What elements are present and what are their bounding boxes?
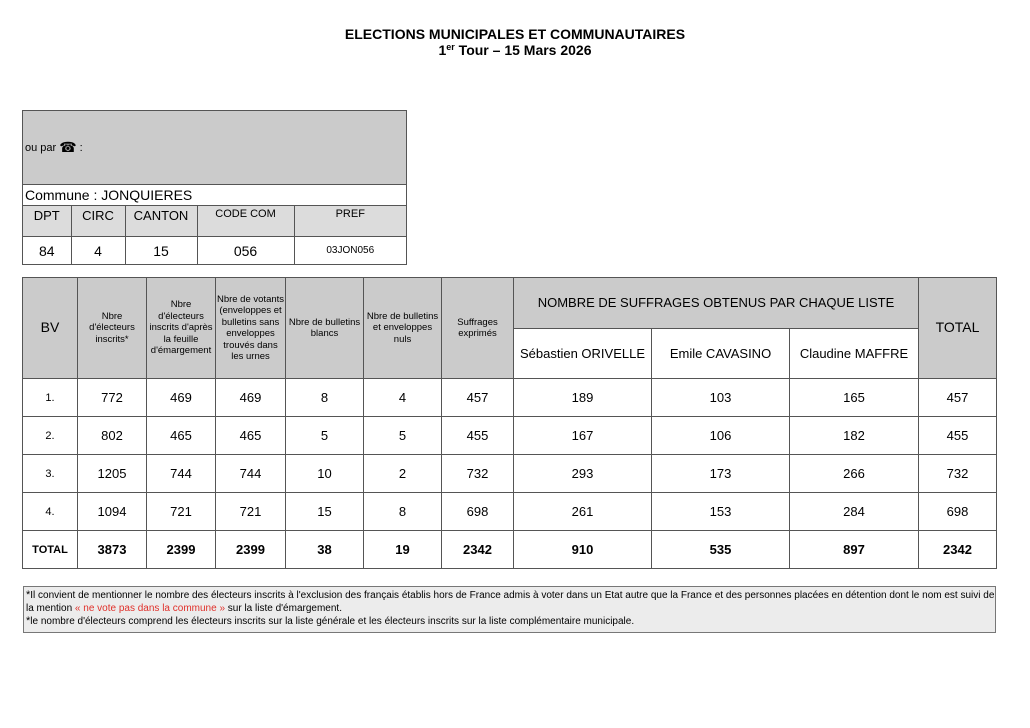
total-inscrits: 3873	[78, 531, 147, 569]
value-dpt: 84	[23, 237, 71, 265]
header-row-1	[23, 278, 997, 329]
total-candidate-1: 910	[514, 531, 652, 569]
cell-exprimes: 457	[442, 379, 514, 417]
header-pref: PREF	[294, 206, 406, 237]
totals-row	[23, 531, 997, 569]
cell-c1: 106	[652, 417, 790, 455]
cell-blancs: 5	[286, 417, 364, 455]
footnote-2-text: le nombre d'électeurs comprend les électeurs inscrits sur la liste générale et les électeurs inscrits sur la liste complémentaire municipale.	[30, 616, 635, 627]
cell-exprimes: 698	[442, 493, 514, 531]
cell-inscrits: 772	[78, 379, 147, 417]
total-exprimes: 2342	[442, 531, 514, 569]
round-text: Tour – 15 Mars 2026	[454, 42, 592, 58]
header-total: TOTAL	[919, 278, 997, 379]
cell-bv: 4.	[23, 493, 78, 531]
cell-bv: 2.	[23, 417, 78, 455]
cell-nuls: 4	[364, 379, 442, 417]
table-row	[23, 493, 997, 531]
results-table	[22, 277, 997, 569]
cell-blancs: 8	[286, 379, 364, 417]
cell-bv: 1.	[23, 379, 78, 417]
codes-value-row	[23, 237, 406, 265]
contact-colon: :	[79, 141, 83, 154]
cell-exprimes: 732	[442, 455, 514, 493]
commune-codes-table	[23, 206, 406, 264]
cell-total: 732	[919, 455, 997, 493]
round-date	[0, 42, 1030, 58]
cell-nuls: 8	[364, 493, 442, 531]
cell-total: 457	[919, 379, 997, 417]
footnote-1-highlight: « ne vote pas dans la commune »	[74, 603, 226, 614]
table-row	[23, 379, 997, 417]
cell-inscrits: 1205	[78, 455, 147, 493]
total-emargement: 2399	[147, 531, 216, 569]
cell-c1: 103	[652, 379, 790, 417]
footnote-1	[26, 589, 995, 615]
total-votants: 2399	[216, 531, 286, 569]
round-suffix: er	[446, 42, 455, 52]
value-canton: 15	[125, 237, 197, 265]
cell-c0: 189	[514, 379, 652, 417]
candidate-header: Sébastien ORIVELLE	[514, 329, 652, 379]
contact-label: ou par	[25, 141, 57, 154]
header-votants: Nbre de votants (enveloppes et bulletins sans enveloppes trouvés dans les urnes	[216, 278, 286, 379]
cell-emargement: 744	[147, 455, 216, 493]
candidate-header: Claudine MAFFRE	[790, 329, 919, 379]
footnote-star: *	[26, 615, 31, 627]
table-row	[23, 417, 997, 455]
round-number: 1	[438, 42, 447, 58]
total-nuls: 19	[364, 531, 442, 569]
cell-bv: 3.	[23, 455, 78, 493]
value-pref: 03JON056	[294, 237, 406, 265]
header-canton: CANTON	[125, 206, 197, 237]
header-code-com: CODE COM	[197, 206, 294, 237]
cell-emargement: 469	[147, 379, 216, 417]
cell-blancs: 15	[286, 493, 364, 531]
cell-nuls: 2	[364, 455, 442, 493]
table-row	[23, 455, 997, 493]
total-blancs: 38	[286, 531, 364, 569]
cell-votants: 744	[216, 455, 286, 493]
cell-c0: 261	[514, 493, 652, 531]
cell-exprimes: 455	[442, 417, 514, 455]
header-nuls: Nbre de bulletins et enveloppes nuls	[364, 278, 442, 379]
candidate-header: Emile CAVASINO	[652, 329, 790, 379]
total-candidate-3: 897	[790, 531, 919, 569]
footnote-1-end: sur la liste d'émargement.	[225, 603, 342, 614]
codes-header-row	[23, 206, 406, 237]
cell-c2: 266	[790, 455, 919, 493]
header-circ: CIRC	[71, 206, 125, 237]
header-emargement: Nbre d'électeurs inscrits d'après la feuille d'émargement	[147, 278, 216, 379]
header-blancs: Nbre de bulletins blancs	[286, 278, 364, 379]
contact-area	[23, 111, 406, 185]
cell-nuls: 5	[364, 417, 442, 455]
commune-name: Commune : JONQUIERES	[23, 185, 406, 206]
cell-blancs: 10	[286, 455, 364, 493]
total-total: 2342	[919, 531, 997, 569]
cell-emargement: 465	[147, 417, 216, 455]
cell-c1: 153	[652, 493, 790, 531]
footnote-1-text: Il convient de mentionner le nombre des électeurs inscrits à l'exclusion des français établis hors de France admis à voter dans un Etat autre que la France et des personnes placées en détention dont le nom est suivi de la mention	[26, 590, 995, 614]
cell-total: 698	[919, 493, 997, 531]
footnotes	[23, 586, 996, 633]
header-suffrages-group: NOMBRE DE SUFFRAGES OBTENUS PAR CHAQUE LISTE	[514, 278, 919, 329]
value-circ: 4	[71, 237, 125, 265]
cell-inscrits: 802	[78, 417, 147, 455]
cell-votants: 465	[216, 417, 286, 455]
total-candidate-2: 535	[652, 531, 790, 569]
cell-c2: 165	[790, 379, 919, 417]
commune-info-box	[22, 110, 407, 265]
cell-c2: 182	[790, 417, 919, 455]
document-title: ELECTIONS MUNICIPALES ET COMMUNAUTAIRES	[344, 26, 686, 42]
cell-c1: 173	[652, 455, 790, 493]
cell-inscrits: 1094	[78, 493, 147, 531]
total-label: TOTAL	[23, 531, 78, 569]
header-bv: BV	[23, 278, 78, 379]
cell-votants: 721	[216, 493, 286, 531]
cell-votants: 469	[216, 379, 286, 417]
cell-c0: 293	[514, 455, 652, 493]
footnote-star: *	[26, 589, 31, 601]
header-dpt: DPT	[23, 206, 71, 237]
value-code-com: 056	[197, 237, 294, 265]
telephone-icon: ☎	[59, 139, 77, 155]
cell-emargement: 721	[147, 493, 216, 531]
header-inscrits: Nbre d'électeurs inscrits*	[78, 278, 147, 379]
cell-c0: 167	[514, 417, 652, 455]
cell-c2: 284	[790, 493, 919, 531]
header-exprimes: Suffrages exprimés	[442, 278, 514, 379]
cell-total: 455	[919, 417, 997, 455]
footnote-2	[26, 615, 995, 628]
